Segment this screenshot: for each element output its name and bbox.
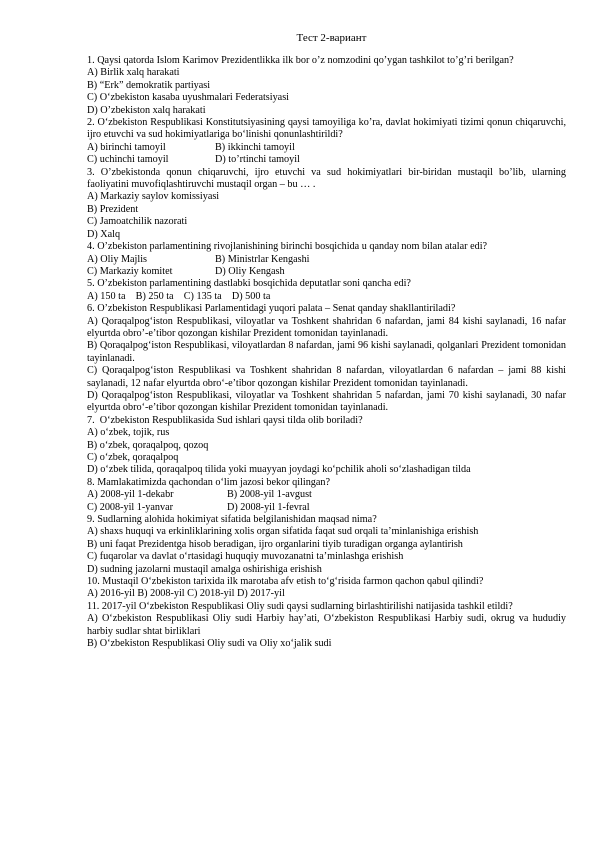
q6-option-b: B) Qoraqalpog‘iston Respublikasi, viloyatlardan 8 nafardan, jami 96 kishi saylanadi, qolganlari Prezident tomonidan tayinlanadi. [87, 340, 566, 364]
q4-option-d: D) Oliy Kengash [215, 265, 285, 277]
q8-option-a: A) 2008-yil 1-dekabr [87, 489, 174, 501]
q1-option-c: C) O‘zbekiston kasaba uyushmalari Federatsiyasi [87, 92, 289, 104]
question-1: 1. Qaysi qatorda Islom Karimov Prezidentlikka ilk bor o’z nomzodini qo’ygan tashkilot to’g’ri berilgan? [87, 55, 514, 66]
question-3: 3. O’zbekistonda qonun chiqaruvchi, ijro etuvchi va sud hokimiyatlari bir-biridan mustaqil bo’lib, ularning faoliyatini muvofiqlashtiruvchi mustaqil organ – bu … . [87, 166, 566, 191]
q4-option-a: A) Oliy Majlis [87, 253, 147, 265]
q1-option-a: A) Birlik xalq harakati [87, 67, 180, 79]
q6-option-d: D) Qoraqalpog‘iston Respublikasi, viloyatlar va Toshkent shahridan 5 nafardan, jami 70 kishi saylanadi, 30 nafar elyurtda obro‘-e’tibor qozongan kishilar Prezident tomonidan tayinlanadi. [87, 389, 566, 414]
q6-option-a: A) Qoraqalpog‘iston Respublikasi, viloyatlar va Toshkent shahridan 6 nafardan, jami 84 kishi saylanadi, 16 nafar elyurtda obro’-e’tibor qozongan kishilar Prezident tomonidan tayinlanadi. [87, 315, 566, 339]
q1-option-b: B) “Erk” demokratik partiyasi [87, 79, 211, 91]
q4-option-b: B) Ministrlar Kengashi [215, 253, 310, 265]
q7-option-c: C) o‘zbek, qoraqalpoq [87, 452, 179, 463]
q4-option-c: C) Markaziy komitet [87, 265, 173, 277]
q8-options-row-1 [87, 489, 566, 501]
q9-option-b: B) uni faqat Prezidentga hisob beradigan, ijro organlarini tiyib turadigan organga aylantirish [87, 538, 463, 550]
q8-options-row-2 [87, 502, 566, 514]
question-6: 6. O’zbekiston Respublikasi Parlamentidagi yuqori palata – Senat qanday shakllantiriladi? [87, 303, 456, 315]
q2-options-row-2 [87, 154, 566, 166]
q1-option-d: D) O’zbekiston xalq harakati [87, 104, 206, 116]
q4-options-row-1 [87, 254, 566, 266]
question-2: 2. O‘zbekiston Respublikasi Konstitutsiyasining qaysi tamoyiliga ko’ra, davlat hokimiyati tizimi qonun chiqaruvchi, ijro etuvchi va sud hokimiyatlariga bo‘linishi qonunlashtirildi? [87, 117, 566, 141]
question-8: 8. Mamlakatimizda qachondan o‘lim jazosi bekor qilingan? [87, 476, 331, 488]
q10-options: A) 2016-yil B) 2008-yil C) 2018-yil D) 2017-yil [87, 588, 285, 600]
question-9: 9. Sudlarning alohida hokimiyat sifatida belgilanishidan maqsad nima? [87, 514, 377, 526]
q9-option-d: D) sudning jazolarni mustaqil amalga oshirishiga erishish [87, 563, 322, 575]
test-body [87, 55, 566, 651]
q6-option-c: C) Qoraqalpog‘iston Respublikasi va Toshkent shahridan 8 nafardan, viloyatlardan 6 nafardan – jami 88 kishi saylanadi, 12 nafar elyurtda obro‘-e’tibor qozongan kishilar Prezident tomonidan tayinlanadi. [87, 365, 566, 389]
question-11: 11. 2017-yil O‘zbekiston Respublikasi Oliy sudi qaysi sudlarning birlashtirilishi natijasida tashkil etildi? [87, 600, 513, 612]
q8-option-b: B) 2008-yil 1-avgust [227, 489, 312, 501]
q7-option-d: D) o‘zbek tilida, qoraqalpoq tilida yoki muayyan joydagi ko‘pchilik aholi so‘zlashadigan tilda [87, 464, 471, 476]
q2-options-row-1 [87, 142, 566, 154]
q5-options: A) 150 ta B) 250 ta C) 135 ta D) 500 ta [87, 290, 271, 302]
question-5: 5. O’zbekiston parlamentining dastlabki bosqichida deputatlar soni qancha edi? [87, 278, 411, 290]
question-7: 7. O‘zbekiston Respublikasida Sud ishlari qaysi tilda olib boriladi? [87, 414, 363, 426]
q8-option-c: C) 2008-yil 1-yanvar [87, 501, 174, 513]
q3-option-c: C) Jamoatchilik nazorati [87, 216, 188, 228]
page-title: Тест 2-вариант [296, 32, 367, 44]
q8-option-d: D) 2008-yil 1-fevral [227, 501, 310, 513]
q3-option-a: A) Markaziy saylov komissiyasi [87, 191, 220, 203]
q9-option-c: C) fuqarolar va davlat o‘rtasidagi huquqiy muvozanatni ta’minlashga erishish [87, 551, 404, 563]
q3-option-b: B) Prezident [87, 203, 139, 215]
q2-option-b: B) ikkinchi tamoyil [215, 141, 295, 153]
q7-option-b: B) o‘zbek, qoraqalpoq, qozoq [87, 439, 209, 451]
q11-option-b: B) O‘zbekiston Respublikasi Oliy sudi va Oliy xo‘jalik sudi [87, 638, 332, 650]
q7-option-a: A) o‘zbek, tojik, rus [87, 427, 170, 439]
q11-option-a: A) O‘zbekiston Respublikasi Oliy sudi Harbiy hay’ati, O‘zbekiston Respublikasi Harbiy sudi, okrug va hududiy harbiy sudlar shtat birliklari [87, 613, 566, 637]
q3-option-d: D) Xalq [87, 228, 121, 240]
question-4: 4. O’zbekiston parlamentining rivojlanishining birinchi bosqichida u qanday nom bilan atalar edi? [87, 241, 488, 253]
question-10: 10. Mustaqil O‘zbekiston tarixida ilk marotaba afv etish to‘g‘risida farmon qachon qabul qilindi? [87, 576, 484, 588]
q2-option-c: C) uchinchi tamoyil [87, 154, 169, 166]
q9-option-a: A) shaxs huquqi va erkinliklarining xolis organ sifatida faqat sud orqali ta’minlanishiga erishish [87, 526, 479, 538]
q2-option-d: D) to’rtinchi tamoyil [215, 154, 300, 166]
q2-option-a: A) birinchi tamoyil [87, 141, 166, 153]
q4-options-row-2 [87, 266, 566, 278]
